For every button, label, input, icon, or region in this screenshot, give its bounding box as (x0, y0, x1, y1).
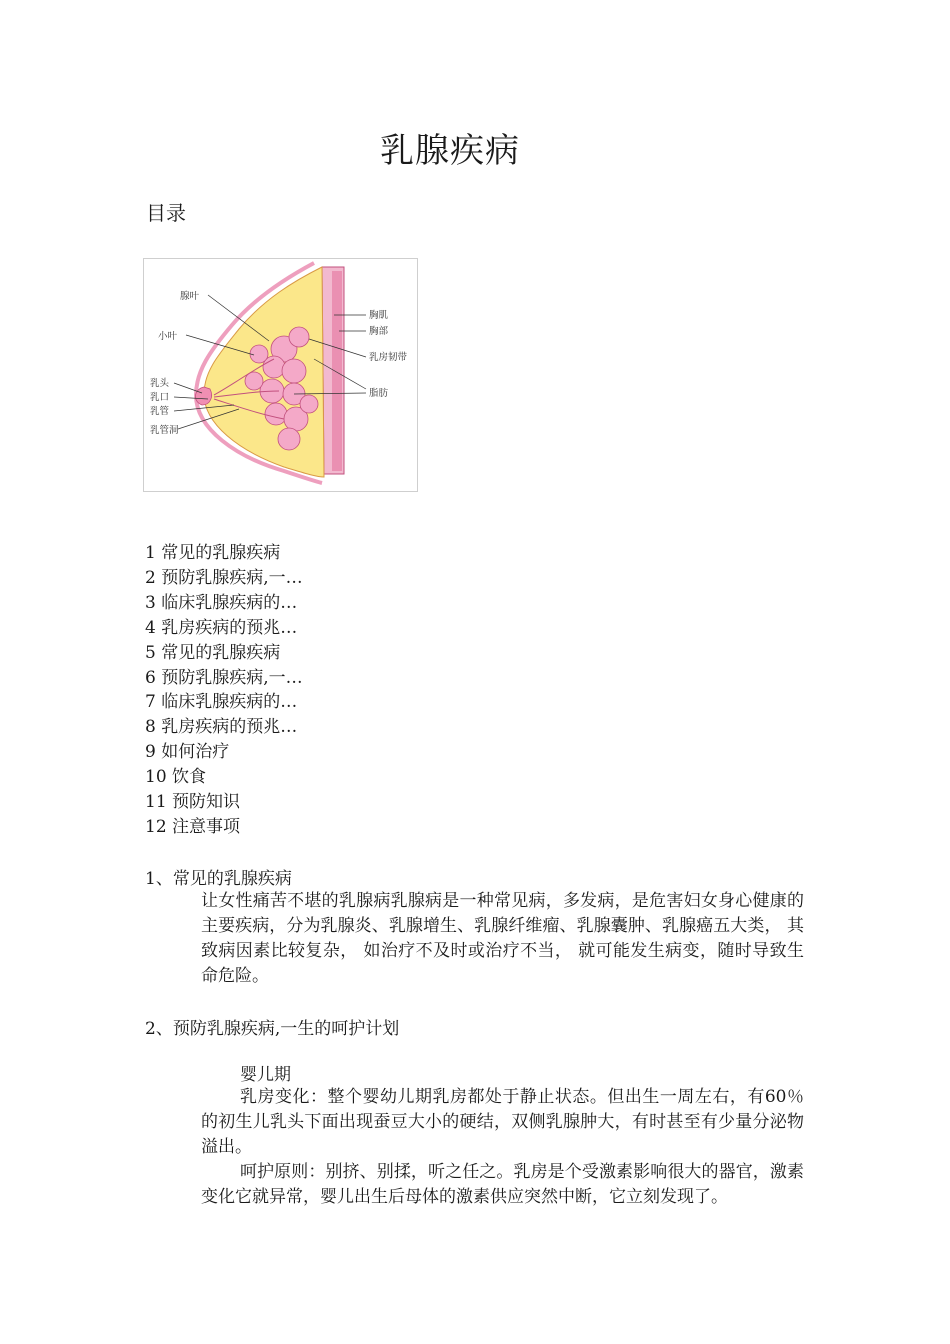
section-2-paragraph-1: 乳房变化：整个婴幼儿期乳房都处于静止状态。但出生一周左右，有60％的初生儿乳头下面出现蚕豆大小的硬结，双侧乳腺肿大，有时甚至有少量分泌物溢出。 (201, 1087, 804, 1157)
breast-anatomy-figure (143, 258, 418, 492)
label-duct: 乳管 (150, 406, 170, 417)
toc-item[interactable]: 12 注意事项 (145, 816, 241, 837)
section-1-body: 让女性痛苦不堪的乳腺病乳腺病是一种常见病，多发病，是危害妇女身心健康的主要疾病，分为乳腺炎、乳腺增生、乳腺纤维瘤、乳腺囊肿、乳腺癌五大类， 其致病因素比较复杂， 如治疗不及时或治疗不当， 就可能发生病变，随时导致生命危险。 (201, 891, 804, 986)
breast-anatomy-diagram (144, 259, 417, 491)
label-ligament: 乳房韧带 (369, 352, 408, 363)
label-fat: 脂肪 (369, 388, 389, 399)
toc-item[interactable]: 8 乳房疾病的预兆… (145, 717, 298, 738)
toc-item[interactable]: 5 常见的乳腺疾病 (145, 642, 281, 663)
document-title: 乳腺疾病 (380, 130, 520, 171)
label-orifice: 乳口 (150, 392, 170, 403)
toc-item[interactable]: 9 如何治疗 (145, 742, 230, 763)
table-of-contents (145, 541, 303, 840)
section-2-paragraph-2: 呵护原则：别挤、别揉，听之任之。乳房是个受激素影响很大的器官，激素变化它就异常，婴儿出生后母体的激素供应突然中断，它立刻发现了。 (201, 1162, 804, 1207)
toc-item[interactable]: 2 预防乳腺疾病,一… (145, 567, 303, 588)
label-nipple: 乳头 (150, 378, 170, 389)
toc-item[interactable]: 11 预防知识 (145, 792, 241, 813)
toc-item[interactable]: 7 临床乳腺疾病的… (145, 692, 298, 713)
label-muscle: 胸肌 (369, 310, 389, 321)
label-lobule: 小叶 (158, 331, 178, 342)
label-sinus: 乳管洞 (150, 425, 179, 436)
toc-item[interactable]: 4 乳房疾病的预兆… (145, 617, 298, 638)
toc-item[interactable]: 3 临床乳腺疾病的… (145, 592, 298, 613)
nipple (195, 387, 211, 405)
toc-item[interactable]: 6 预防乳腺疾病,一… (145, 667, 303, 688)
toc-item[interactable]: 1 常见的乳腺疾病 (145, 543, 281, 563)
label-chest-wall: 胸部 (369, 326, 389, 337)
section-1-heading: 1、常见的乳腺疾病 (145, 869, 292, 889)
toc-item[interactable]: 10 饮食 (145, 767, 207, 788)
label-lobe: 腺叶 (180, 291, 200, 302)
rib-band (332, 271, 342, 471)
section-2-heading: 2、预防乳腺疾病,一生的呵护计划 (145, 1019, 400, 1039)
toc-heading: 目录 (146, 201, 186, 225)
section-2-subheading: 婴儿期 (240, 1065, 291, 1085)
